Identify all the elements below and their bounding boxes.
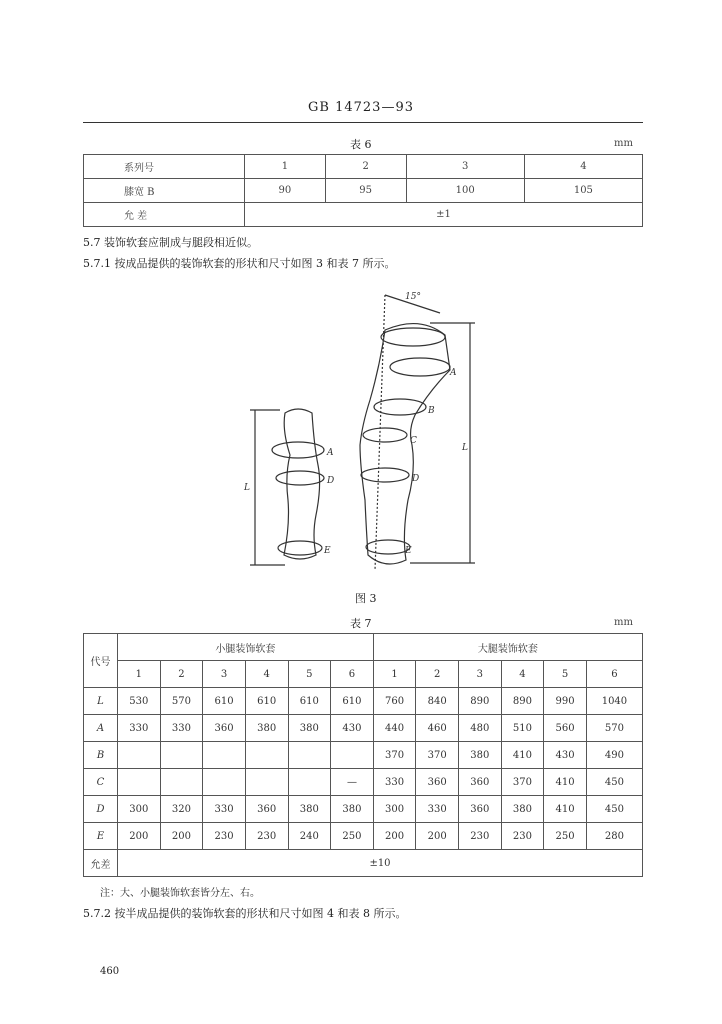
thigh-axis-line	[375, 295, 385, 570]
table7-note: 注：大、小腿装饰软套皆分左、右。	[100, 888, 260, 899]
table7-cell: 230	[203, 823, 246, 850]
lower-leg-label-d: D	[327, 476, 335, 486]
table7-cell: 890	[501, 688, 544, 715]
table7-cell: 430	[331, 715, 374, 742]
table7-cell	[160, 742, 203, 769]
table7-cell: 410	[544, 796, 587, 823]
table6-row	[84, 155, 643, 179]
table6-row	[84, 179, 643, 203]
table7-cell: 570	[586, 715, 642, 742]
table6-row	[84, 203, 643, 227]
table7-cell	[331, 742, 374, 769]
table7-cell: 200	[160, 823, 203, 850]
thigh-label-b: B	[428, 406, 435, 416]
table7-cell: 330	[160, 715, 203, 742]
table7-sub-header-cell: 6	[331, 661, 374, 688]
table6	[83, 154, 643, 227]
table7-cell: 250	[544, 823, 587, 850]
table7-tolerance-value: ±10	[118, 850, 643, 877]
page-number: 460	[100, 966, 120, 977]
table7-row-code: D	[84, 796, 118, 823]
table7-unit: mm	[614, 617, 633, 628]
table7-cell: 300	[118, 796, 161, 823]
table7-cell: 430	[544, 742, 587, 769]
table7-cell: 510	[501, 715, 544, 742]
table7-cell: 320	[160, 796, 203, 823]
thigh-label-l: L	[462, 443, 468, 453]
table6-cell: 2	[325, 155, 406, 179]
table7-sub-header-cell: 3	[203, 661, 246, 688]
table7-cell: 380	[459, 742, 502, 769]
table7-row-code: A	[84, 715, 118, 742]
table7-sub-header-cell: 3	[459, 661, 502, 688]
thigh-label-d: D	[412, 474, 420, 484]
table7-cell: 450	[586, 796, 642, 823]
table7-cell: 490	[586, 742, 642, 769]
figure-3	[230, 285, 530, 585]
table7-cell: 230	[459, 823, 502, 850]
table7-cell: 200	[416, 823, 459, 850]
table7-cell: 760	[373, 688, 416, 715]
standard-header: GB 14723—93	[308, 100, 414, 115]
table7-cell: 610	[331, 688, 374, 715]
table7-cell: 330	[118, 715, 161, 742]
lower-leg-label-l: L	[244, 483, 250, 493]
table7-cell: 200	[373, 823, 416, 850]
table7-cell: 530	[118, 688, 161, 715]
angle-label: 15°	[405, 292, 421, 302]
table7-cell	[288, 742, 331, 769]
table7-cell: 610	[245, 688, 288, 715]
table7-cell	[203, 769, 246, 796]
thigh-label-e: E	[405, 546, 412, 556]
thigh-ring-b	[374, 399, 426, 415]
table7-cell	[288, 769, 331, 796]
thigh-ring-e	[366, 540, 410, 554]
table7-tolerance-label: 允差	[84, 850, 118, 877]
table7-cell: 300	[373, 796, 416, 823]
table7-cell: 480	[459, 715, 502, 742]
header-rule	[83, 122, 643, 123]
table7-cell: 460	[416, 715, 459, 742]
table6-label: 系列号	[84, 155, 245, 179]
table6-cell: 90	[245, 179, 326, 203]
table7-cell: 370	[501, 769, 544, 796]
table7-cell: 330	[373, 769, 416, 796]
table7-cell: 330	[416, 796, 459, 823]
table7-cell: 840	[416, 688, 459, 715]
table7-caption: 表 7	[350, 617, 372, 630]
table6-merged-cell: ±1	[245, 203, 643, 227]
table7-cell: 440	[373, 715, 416, 742]
table7-cell: 560	[544, 715, 587, 742]
table7-cell: 360	[459, 796, 502, 823]
table7-cell	[118, 769, 161, 796]
table7	[83, 633, 643, 877]
table7-cell	[118, 742, 161, 769]
table7-cell: 380	[288, 796, 331, 823]
table6-cell: 1	[245, 155, 326, 179]
thigh-label-a: A	[450, 368, 457, 378]
table7-cell: 380	[288, 715, 331, 742]
table7-row-code: L	[84, 688, 118, 715]
table7-cell: 610	[203, 688, 246, 715]
table7-cell: 370	[416, 742, 459, 769]
table7-cell	[245, 769, 288, 796]
table7-cell: 380	[331, 796, 374, 823]
table7-cell: 570	[160, 688, 203, 715]
table7-sub-header-cell: 6	[586, 661, 642, 688]
table7-cell: —	[331, 769, 374, 796]
table7-sub-header-cell: 1	[373, 661, 416, 688]
table7-cell: 230	[245, 823, 288, 850]
table6-unit: mm	[614, 138, 633, 149]
lower-leg-label-a: A	[327, 448, 334, 458]
table7-group-large: 大腿装饰软套	[373, 634, 642, 661]
table6-label: 膝宽 B	[84, 179, 245, 203]
thigh-ring-c	[363, 428, 407, 442]
table7-sub-header-cell: 4	[501, 661, 544, 688]
table7-row	[84, 823, 643, 850]
lower-leg-ring-d	[276, 471, 324, 485]
table7-cell: 250	[331, 823, 374, 850]
table6-cell: 4	[524, 155, 642, 179]
table7-cell: 280	[586, 823, 642, 850]
table7-cell: 200	[118, 823, 161, 850]
table7-cell: 450	[586, 769, 642, 796]
table6-caption: 表 6	[350, 138, 372, 151]
table6-cell: 3	[406, 155, 524, 179]
table7-cell: 890	[459, 688, 502, 715]
table6-cell: 105	[524, 179, 642, 203]
table7-cell: 240	[288, 823, 331, 850]
table7-tolerance-row	[84, 850, 643, 877]
table7-cell: 610	[288, 688, 331, 715]
table7-row	[84, 715, 643, 742]
table7-cell: 410	[544, 769, 587, 796]
table7-cell: 360	[245, 796, 288, 823]
table7-cell: 360	[459, 769, 502, 796]
table7-cell: 380	[501, 796, 544, 823]
table7-row-code: E	[84, 823, 118, 850]
table7-cell: 370	[373, 742, 416, 769]
table7-row-code: C	[84, 769, 118, 796]
table7-cell: 1040	[586, 688, 642, 715]
section-5-7-2: 5.7.2 按半成品提供的装饰软套的形状和尺寸如图 4 和表 8 所示。	[83, 907, 407, 920]
figure3-caption: 图 3	[355, 592, 377, 605]
table7-row	[84, 796, 643, 823]
table7-row	[84, 769, 643, 796]
table6-cell: 95	[325, 179, 406, 203]
table7-group-header	[84, 634, 643, 661]
table7-cell: 380	[245, 715, 288, 742]
table6-label: 允 差	[84, 203, 245, 227]
table7-cell	[203, 742, 246, 769]
thigh-ring-top	[381, 328, 445, 346]
table6-cell: 100	[406, 179, 524, 203]
thigh-ring-a	[390, 358, 450, 376]
table7-cell: 230	[501, 823, 544, 850]
table7-cell: 360	[203, 715, 246, 742]
thigh-label-c: C	[410, 436, 417, 446]
table7-sub-header-cell: 5	[544, 661, 587, 688]
table7-row-code: B	[84, 742, 118, 769]
section-5-7: 5.7 装饰软套应制成与腿段相近似。	[83, 236, 258, 249]
table7-sub-header-cell: 1	[118, 661, 161, 688]
table7-row	[84, 742, 643, 769]
table7-cell: 990	[544, 688, 587, 715]
thigh-ring-d	[361, 468, 409, 482]
lower-leg-ring-a	[272, 442, 324, 458]
table7-sub-header	[84, 661, 643, 688]
table7-cell: 410	[501, 742, 544, 769]
table7-sub-header-cell: 5	[288, 661, 331, 688]
table7-group-small: 小腿装饰软套	[118, 634, 374, 661]
table7-cell: 360	[416, 769, 459, 796]
table7-cell	[160, 769, 203, 796]
table7-row	[84, 688, 643, 715]
table7-cell: 330	[203, 796, 246, 823]
table7-code-header: 代号	[84, 634, 118, 688]
table7-sub-header-cell: 2	[160, 661, 203, 688]
table7-sub-header-cell: 4	[245, 661, 288, 688]
lower-leg-label-e: E	[324, 546, 331, 556]
section-5-7-1: 5.7.1 按成品提供的装饰软套的形状和尺寸如图 3 和表 7 所示。	[83, 257, 396, 270]
table7-sub-header-cell: 2	[416, 661, 459, 688]
table7-cell	[245, 742, 288, 769]
